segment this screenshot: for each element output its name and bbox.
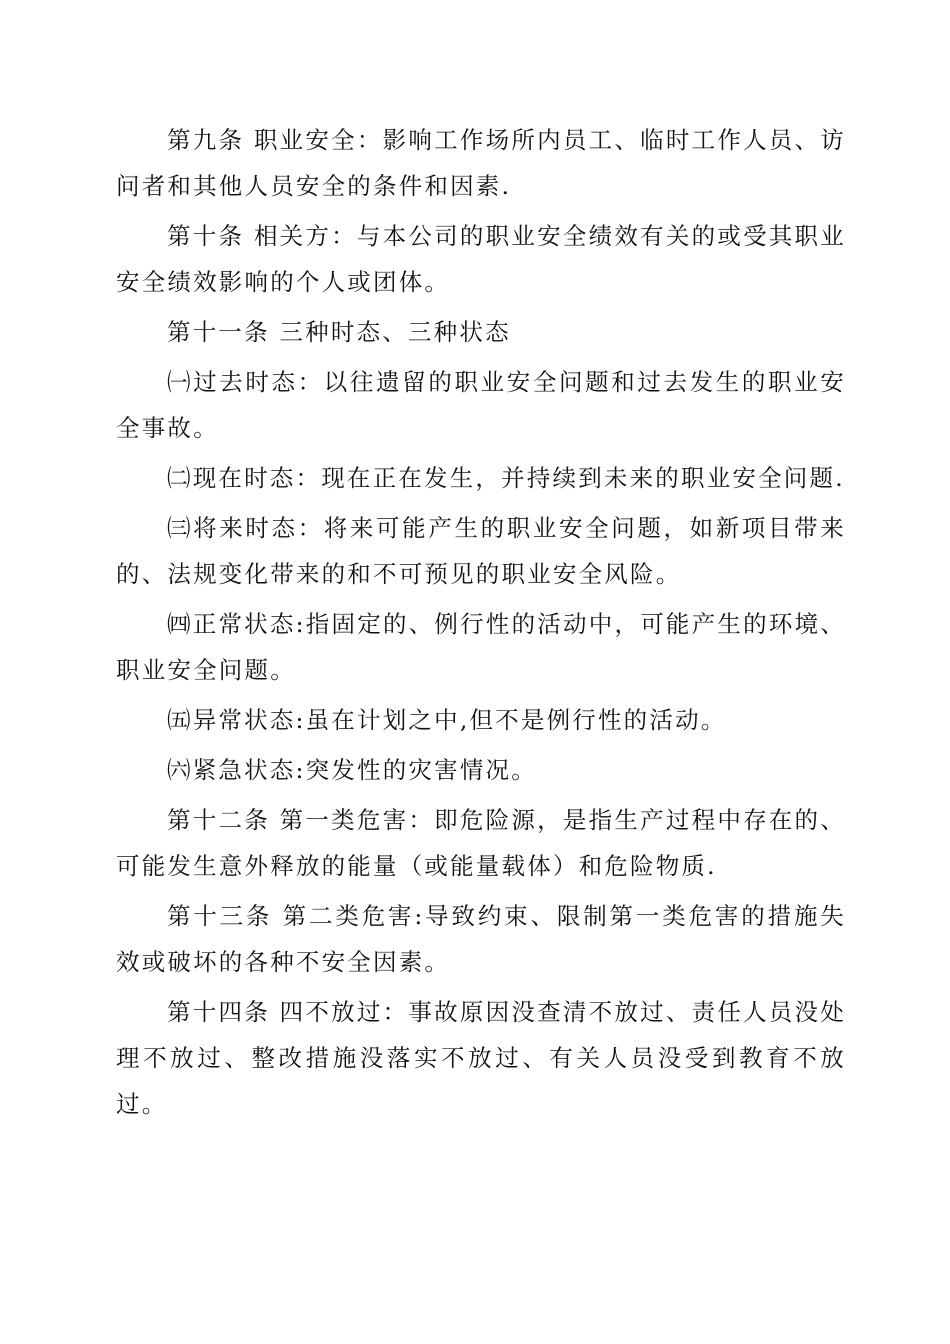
- present-tense-paragraph: ㈡现在时态：现在正在发生，并持续到未来的职业安全问题.: [167, 464, 845, 492]
- article-12-paragraph: 第十二条 第一类危害：即危险源，是指生产过程中存在的、可能发生意外释放的能量（或能量载体）和危险物质.: [116, 806, 846, 880]
- article-10-paragraph: 第十条 相关方：与本公司的职业安全绩效有关的或受其职业安全绩效影响的个人或团体。: [116, 222, 846, 296]
- article-14-paragraph: 第十四条 四不放过：事故原因没查清不放过、责任人员没处理不放过、整改措施没落实不放过、有关人员没受到教育不放过。: [116, 998, 846, 1118]
- normal-state-paragraph: ㈣正常状态:指固定的、例行性的活动中，可能产生的环境、职业安全问题。: [116, 610, 846, 684]
- article-11-heading: 第十一条 三种时态、三种状态: [167, 318, 511, 346]
- future-tense-paragraph: ㈢将来时态：将来可能产生的职业安全问题，如新项目带来的、法规变化带来的和不可预见的职业安全风险。: [116, 514, 846, 588]
- past-tense-paragraph: ㈠过去时态：以往遗留的职业安全问题和过去发生的职业安全事故。: [116, 368, 846, 442]
- emergency-state-paragraph: ㈥紧急状态:突发性的灾害情况。: [167, 756, 537, 784]
- document-body: [116, 117, 846, 1131]
- article-9-paragraph: 第九条 职业安全：影响工作场所内员工、临时工作人员、访问者和其他人员安全的条件和因素.: [116, 126, 846, 200]
- abnormal-state-paragraph: ㈤异常状态:虽在计划之中,但不是例行性的活动。: [167, 706, 727, 734]
- article-13-paragraph: 第十三条 第二类危害:导致约束、限制第一类危害的措施失效或破坏的各种不安全因素。: [116, 902, 846, 976]
